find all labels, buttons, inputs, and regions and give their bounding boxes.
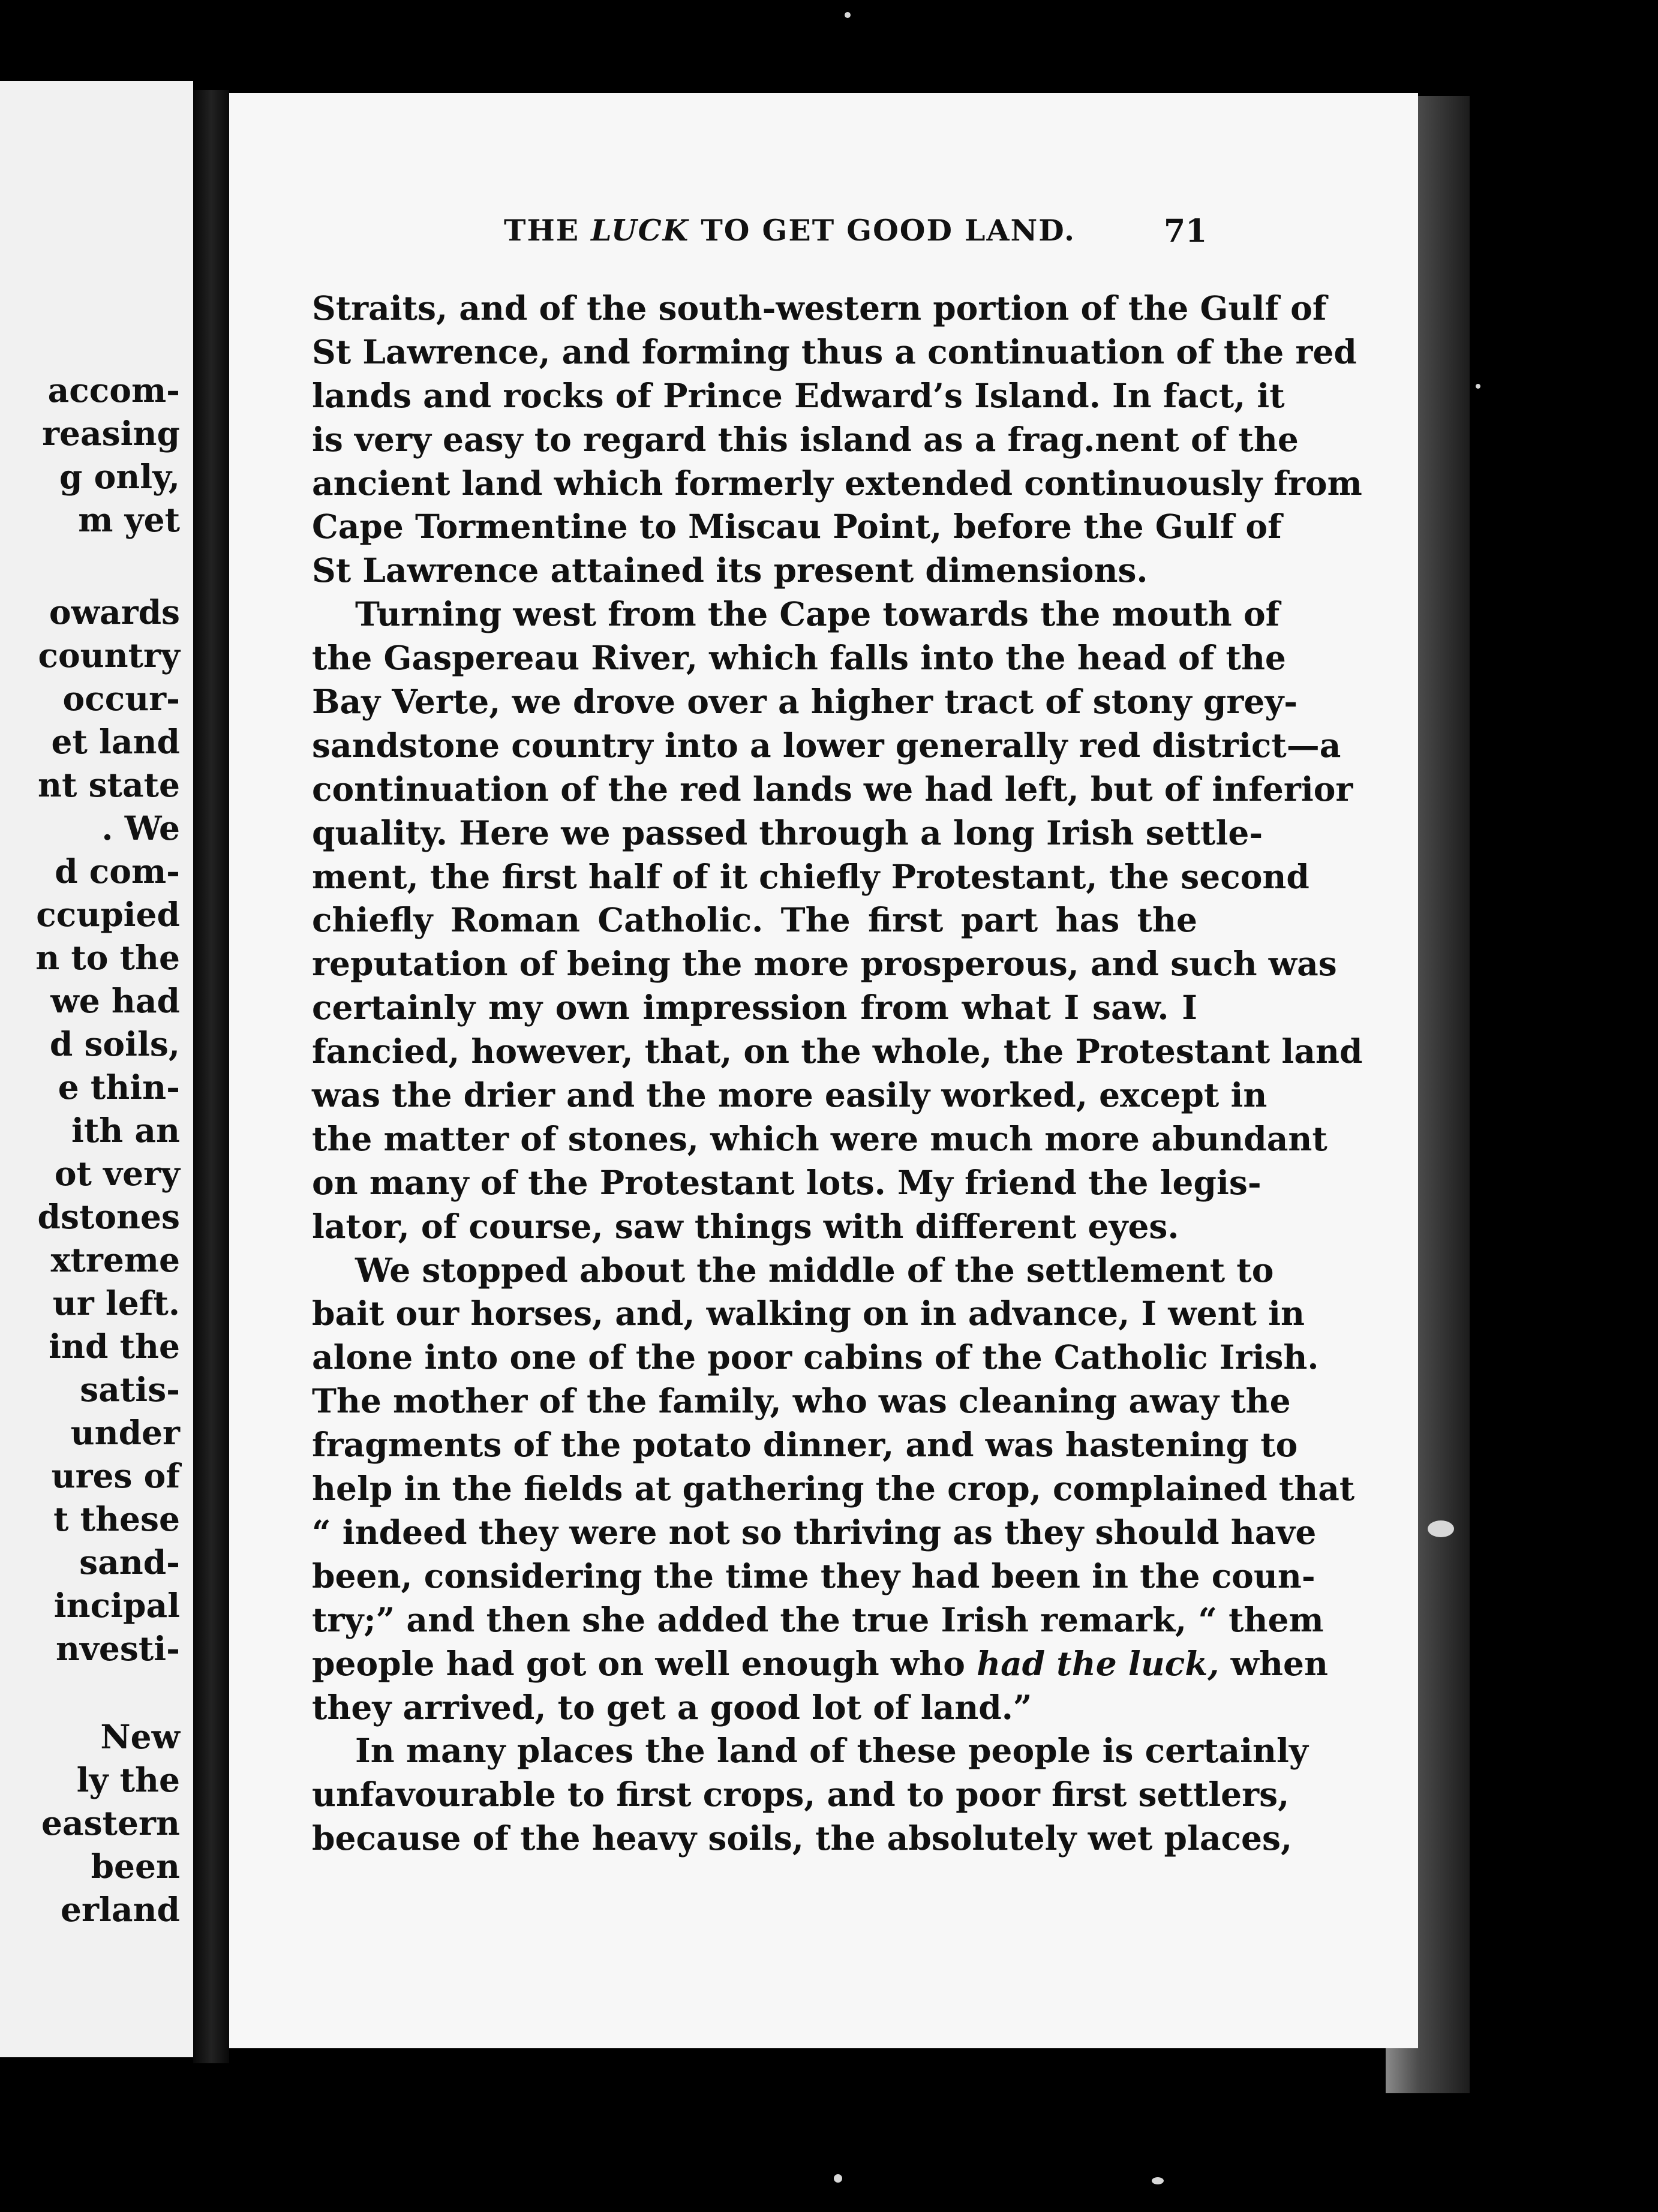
text-segment: when bbox=[1230, 1643, 1328, 1683]
left-page-line: d com- bbox=[55, 852, 180, 891]
text-line: ment, the first half of it chiefly Protestant, the second bbox=[312, 856, 1309, 896]
left-page-line: dstones bbox=[37, 1197, 180, 1236]
left-page-line: owards bbox=[49, 593, 180, 632]
scan-speck bbox=[1152, 2177, 1164, 2184]
text-line bbox=[312, 1642, 1328, 1686]
left-page-line: m yet bbox=[78, 500, 180, 539]
left-page-line: eastern bbox=[41, 1804, 180, 1843]
text-segment: people had got on well enough who bbox=[312, 1643, 965, 1683]
text-line: St Lawrence, and forming thus a continuation of the red bbox=[312, 332, 1357, 371]
left-page-line: n to the bbox=[35, 938, 180, 977]
left-page-line: et land bbox=[51, 722, 180, 761]
left-page-line: nvesti- bbox=[55, 1629, 180, 1668]
book-gutter bbox=[193, 90, 229, 2063]
text-line: been, considering the time they had been in the coun- bbox=[312, 1556, 1315, 1595]
text-line: is very easy to regard this island as a frag.nent of the bbox=[312, 419, 1299, 459]
left-page-line: New bbox=[100, 1717, 180, 1756]
text-line: Bay Verte, we drove over a higher tract of stony grey- bbox=[312, 682, 1298, 722]
italic-phrase: had the luck, bbox=[977, 1643, 1220, 1683]
body-text bbox=[312, 287, 1363, 1861]
text-line: on many of the Protestant lots. My friend the legis- bbox=[312, 1162, 1261, 1202]
text-line: alone into one of the poor cabins of the Catholic Irish. bbox=[312, 1338, 1319, 1377]
text-line: because of the heavy soils, the absolutely wet places, bbox=[312, 1819, 1293, 1858]
text-line: fancied, however, that, on the whole, the Protestant land bbox=[312, 1032, 1363, 1071]
left-page-line: . We bbox=[101, 809, 180, 847]
text-line: sandstone country into a lower generally red district—a bbox=[312, 725, 1341, 765]
left-page-line: ly the bbox=[76, 1760, 180, 1799]
left-page-line: e thin- bbox=[58, 1068, 180, 1107]
scan-speck bbox=[845, 12, 851, 18]
left-page-line: d soils, bbox=[49, 1024, 180, 1063]
running-head bbox=[300, 213, 1208, 267]
left-page-line: sand- bbox=[79, 1543, 180, 1582]
running-head-italic: LUCK bbox=[591, 213, 690, 248]
text-line: bait our horses, and, walking on in advance, I went in bbox=[312, 1294, 1305, 1333]
text-line: certainly my own impression from what I saw. I bbox=[312, 988, 1197, 1027]
page-number: 71 bbox=[1164, 213, 1208, 250]
text-line: In many places the land of these people is certainly bbox=[355, 1731, 1308, 1771]
left-page-line: ures of bbox=[51, 1456, 180, 1495]
left-page-line: ot very bbox=[54, 1154, 180, 1193]
text-line: Cape Tormentine to Miscau Point, before the Gulf of bbox=[312, 507, 1282, 546]
scan-speck bbox=[1476, 384, 1480, 389]
running-head-before: THE bbox=[504, 213, 591, 248]
text-line: Straits, and of the south-western portion of the Gulf of bbox=[312, 288, 1327, 327]
left-page-line: occur- bbox=[62, 679, 180, 718]
left-page-line: g only, bbox=[59, 457, 180, 496]
running-head-title bbox=[504, 213, 1076, 248]
text-line: lator, of course, saw things with different eyes. bbox=[312, 1206, 1179, 1246]
text-line: The mother of the family, who was cleaning away the bbox=[312, 1381, 1291, 1421]
text-line: the Gaspereau River, which falls into the head of the bbox=[312, 638, 1286, 678]
text-line: unfavourable to first crops, and to poor first settlers, bbox=[312, 1775, 1290, 1814]
left-page-line: under bbox=[70, 1413, 180, 1452]
left-page-line: ith an bbox=[71, 1111, 180, 1150]
text-line: help in the fields at gathering the crop, complained that bbox=[312, 1469, 1355, 1508]
left-page-line: incipal bbox=[53, 1586, 180, 1625]
left-page-line: xtreme bbox=[50, 1240, 180, 1279]
text-line: fragments of the potato dinner, and was hastening to bbox=[312, 1425, 1298, 1465]
left-page-line: ind the bbox=[49, 1327, 180, 1366]
text-line: quality. Here we passed through a long Irish settle- bbox=[312, 813, 1263, 852]
text-line: was the drier and the more easily worked, except in bbox=[312, 1075, 1267, 1115]
text-line: lands and rocks of Prince Edward’s Island. In fact, it bbox=[312, 375, 1285, 415]
text-line: they arrived, to get a good lot of land.” bbox=[312, 1687, 1032, 1727]
text-line: try;” and then she added the true Irish remark, “ them bbox=[312, 1600, 1324, 1639]
text-line: chiefly Roman Catholic. The first part has the bbox=[312, 900, 1197, 940]
left-page-line: country bbox=[38, 636, 180, 675]
scan-speck bbox=[834, 2174, 842, 2183]
left-page bbox=[0, 81, 193, 2057]
left-page-line: satis- bbox=[80, 1370, 180, 1409]
text-line: reputation of being the more prosperous, and such was bbox=[312, 944, 1337, 984]
text-line: ancient land which formerly extended continuously from bbox=[312, 463, 1362, 503]
text-line: We stopped about the middle of the settlement to bbox=[355, 1250, 1274, 1290]
left-page-line: ur left. bbox=[52, 1284, 180, 1323]
text-line: St Lawrence attained its present dimensions. bbox=[312, 551, 1148, 590]
left-page-line: nt state bbox=[38, 765, 180, 804]
left-page-line: been bbox=[91, 1847, 180, 1886]
text-line: Turning west from the Cape towards the mouth of bbox=[355, 594, 1280, 634]
text-line: continuation of the red lands we had left, but of inferior bbox=[312, 769, 1353, 809]
left-page-line: reasing bbox=[42, 414, 180, 453]
left-page-line: t these bbox=[53, 1499, 180, 1538]
running-head-after: TO GET GOOD LAND. bbox=[689, 213, 1076, 248]
text-line: the matter of stones, which were much more abundant bbox=[312, 1119, 1327, 1158]
left-page-line: ccupied bbox=[36, 895, 180, 934]
left-page-line: accom- bbox=[47, 371, 180, 410]
scan-speck bbox=[1428, 1520, 1454, 1537]
left-page-line: erland bbox=[61, 1890, 180, 1929]
left-page-line: we had bbox=[50, 981, 180, 1020]
text-line: “ indeed they were not so thriving as they should have bbox=[312, 1512, 1317, 1552]
